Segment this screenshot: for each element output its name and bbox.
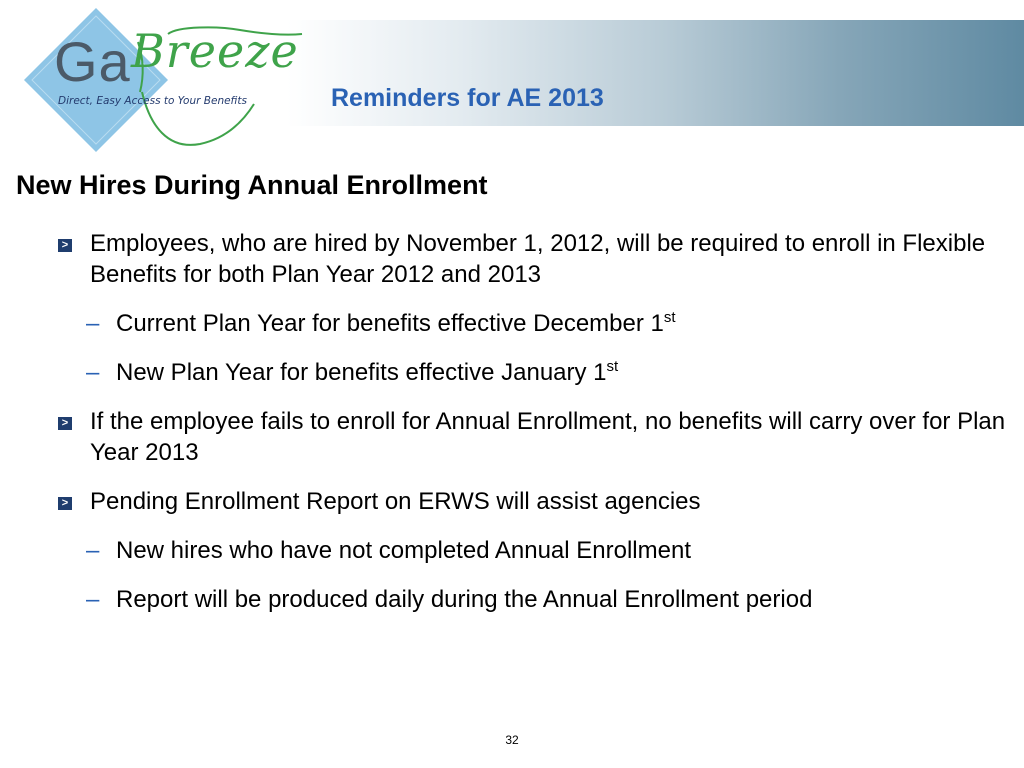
bullet-arrow-icon: > — [58, 417, 72, 430]
logo-ga-text: Ga — [54, 30, 131, 93]
bullet-item — [0, 228, 1024, 290]
sub-bullet-item — [0, 308, 1024, 339]
page-number: 32 — [505, 733, 519, 747]
sub-bullet-item — [0, 357, 1024, 388]
slide-title: Reminders for AE 2013 — [331, 84, 604, 112]
bullet-list — [0, 228, 1024, 633]
sub-bullet-item — [0, 584, 1024, 615]
sub-bullet-text: New hires who have not completed Annual Enrollment — [116, 537, 691, 564]
dash-icon: – — [86, 310, 100, 337]
sub-bullet-text: Report will be produced daily during the Annual Enrollment period — [116, 586, 813, 613]
sub-bullet-text: Current Plan Year for benefits effective December 1 — [116, 310, 664, 337]
bullet-arrow-icon: > — [58, 239, 72, 252]
sub-bullet-item — [0, 535, 1024, 566]
gabreeze-logo — [18, 6, 318, 152]
logo-tagline: Direct, Easy Access to Your Benefits — [58, 95, 247, 107]
section-heading: New Hires During Annual Enrollment — [16, 170, 488, 200]
dash-icon: – — [86, 586, 100, 613]
ordinal-suffix: st — [606, 358, 619, 375]
bullet-arrow-icon: > — [58, 497, 72, 510]
dash-icon: – — [86, 537, 100, 564]
logo-breeze-text: Breeze — [131, 24, 299, 78]
sub-bullet-text: New Plan Year for benefits effective January 1 — [116, 359, 607, 386]
bullet-item — [0, 486, 1024, 517]
bullet-item — [0, 406, 1024, 468]
ordinal-suffix: st — [663, 309, 676, 326]
bullet-text: Pending Enrollment Report on ERWS will assist agencies — [90, 488, 701, 515]
bullet-text: Employees, who are hired by November 1, 2012, will be required to enroll in Flexible Benefits for both Plan Year 2012 and 2013 — [90, 230, 986, 288]
bullet-text: If the employee fails to enroll for Annual Enrollment, no benefits will carry over for Plan Year 2013 — [90, 408, 1006, 466]
dash-icon: – — [86, 359, 100, 386]
